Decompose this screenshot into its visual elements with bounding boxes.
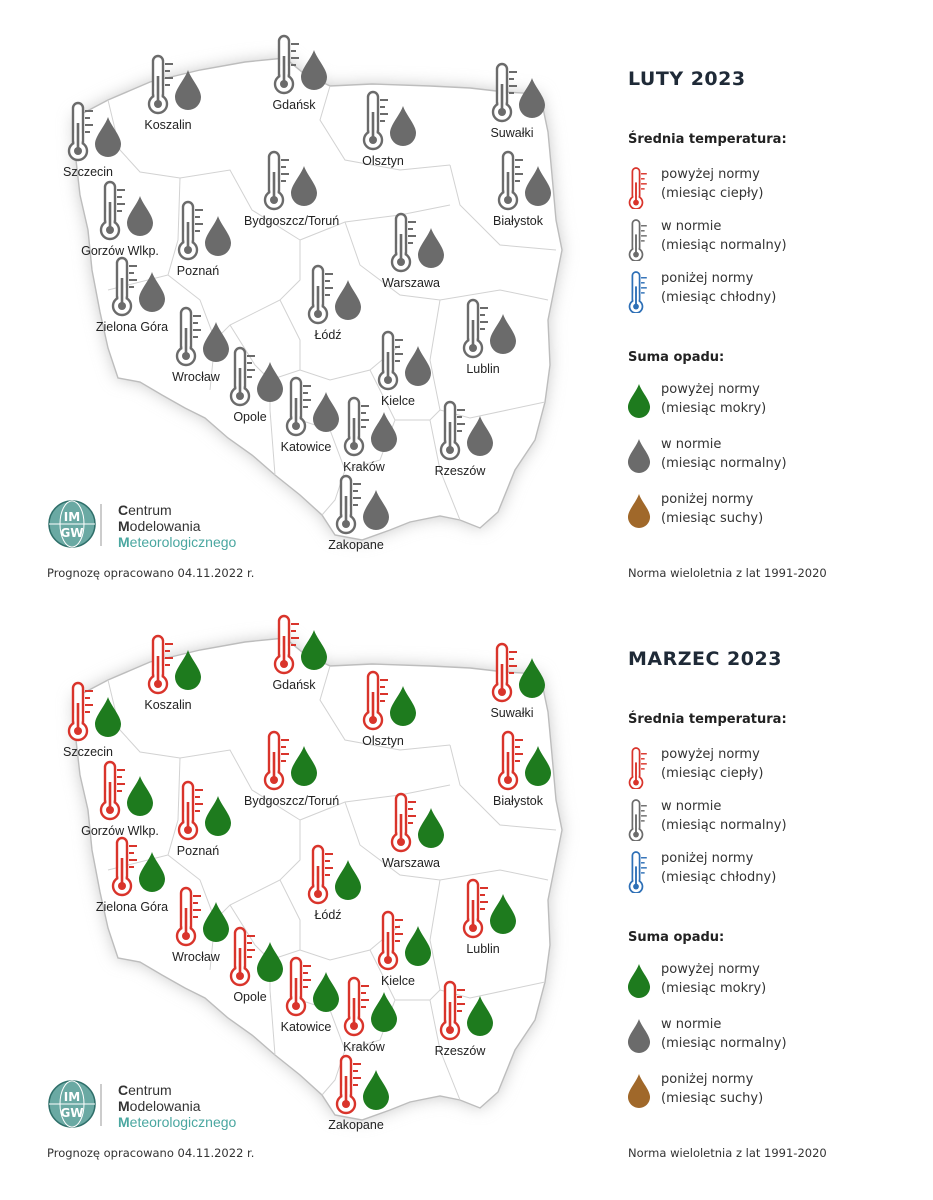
precipitation-heading: Suma opadu: — [628, 930, 725, 945]
city-label: Olsztyn — [362, 734, 404, 748]
raindrop-icon — [628, 1074, 650, 1108]
legend-sublabel: (miesiąc normalny) — [661, 818, 787, 833]
city-label: Gorzów Wlkp. — [81, 824, 159, 838]
city-label: Bydgoszcz/Toruń — [244, 794, 340, 808]
city-label: Łódź — [314, 328, 342, 342]
legend-sublabel: (miesiąc chłodny) — [661, 870, 777, 885]
legend-label: powyżej normy — [661, 167, 760, 182]
city-label: Bydgoszcz/Toruń — [244, 214, 340, 228]
raindrop-icon — [628, 494, 650, 528]
legend-sublabel: (miesiąc normalny) — [661, 238, 787, 253]
legend-sublabel: (miesiąc ciepły) — [661, 186, 764, 201]
logo-wordmark: Centrum Modelowania Meteorologicznego — [118, 502, 237, 550]
temperature-heading: Średnia temperatura: — [628, 132, 787, 147]
legend-sublabel: (miesiąc chłodny) — [661, 290, 777, 305]
city-label: Warszawa — [382, 276, 440, 290]
logo-badge-bottom: GW — [60, 526, 84, 540]
poland-map — [0, 580, 600, 1160]
legend-label: powyżej normy — [661, 962, 760, 977]
logo-wordmark: Centrum Modelowania Meteorologicznego — [118, 1082, 237, 1130]
city-label: Zakopane — [328, 538, 384, 552]
city-label: Poznań — [176, 844, 220, 858]
city-label: Koszalin — [144, 118, 192, 132]
city-label: Lublin — [466, 362, 500, 376]
city-label: Rzeszów — [434, 1044, 486, 1058]
city-label: Zielona Góra — [95, 900, 169, 914]
city-label: Suwałki — [490, 706, 534, 720]
city-label: Lublin — [466, 942, 500, 956]
city-label: Opole — [233, 990, 267, 1004]
city-label: Kraków — [343, 1040, 385, 1054]
month-title: LUTY 2023 — [628, 68, 746, 90]
city-label: Koszalin — [144, 698, 192, 712]
city-label: Białystok — [492, 794, 544, 808]
city-label: Warszawa — [382, 856, 440, 870]
city-label: Szczecin — [62, 165, 114, 179]
thermometer-icon — [630, 852, 647, 893]
thermometer-icon — [630, 272, 647, 313]
city-label: Wrocław — [172, 370, 220, 384]
imgw-globe-icon — [49, 501, 95, 547]
city-label: Rzeszów — [434, 464, 486, 478]
city-label: Katowice — [280, 440, 332, 454]
legend-label: poniżej normy — [661, 271, 754, 286]
legend-sublabel: (miesiąc normalny) — [661, 1036, 787, 1051]
logo-badge-top: IM — [63, 510, 81, 524]
city-label: Kielce — [380, 394, 416, 408]
imgw-globe-icon — [49, 1081, 95, 1127]
raindrop-icon — [519, 658, 545, 698]
raindrop-icon — [628, 384, 650, 418]
city-label: Gdańsk — [272, 98, 316, 112]
forecast-date-note: Prognozę opracowano 04.11.2022 r. — [47, 566, 255, 580]
thermometer-icon — [630, 168, 647, 209]
city-label: Poznań — [176, 264, 220, 278]
thermometer-icon — [630, 748, 647, 789]
raindrop-icon — [301, 630, 327, 670]
city-label: Szczecin — [62, 745, 114, 759]
legend-sublabel: (miesiąc ciepły) — [661, 766, 764, 781]
poland-map — [0, 0, 600, 580]
thermometer-icon — [630, 800, 647, 841]
city-label: Zakopane — [328, 1118, 384, 1132]
legend-sublabel: (miesiąc suchy) — [661, 1091, 764, 1106]
raindrop-icon — [628, 1019, 650, 1053]
raindrop-icon — [519, 78, 545, 118]
legend-sublabel: (miesiąc mokry) — [661, 981, 767, 996]
forecast-date-note: Prognozę opracowano 04.11.2022 r. — [47, 1146, 255, 1160]
thermometer-icon — [630, 220, 647, 261]
temperature-heading: Średnia temperatura: — [628, 712, 787, 727]
legend-label: w normie — [661, 1017, 722, 1032]
city-label: Suwałki — [490, 126, 534, 140]
city-label: Kielce — [380, 974, 416, 988]
logo-badge-top: IM — [63, 1090, 81, 1104]
legend-sublabel: (miesiąc normalny) — [661, 456, 787, 471]
legend-label: poniżej normy — [661, 851, 754, 866]
legend-label: powyżej normy — [661, 382, 760, 397]
city-label: Opole — [233, 410, 267, 424]
legend-label: w normie — [661, 437, 722, 452]
city-label: Olsztyn — [362, 154, 404, 168]
legend-sublabel: (miesiąc suchy) — [661, 511, 764, 526]
imgw-logo — [46, 1080, 237, 1134]
city-label: Wrocław — [172, 950, 220, 964]
raindrop-icon — [628, 439, 650, 473]
city-label: Gorzów Wlkp. — [81, 244, 159, 258]
imgw-logo — [46, 500, 237, 554]
legend-sublabel: (miesiąc mokry) — [661, 401, 767, 416]
city-label: Białystok — [492, 214, 544, 228]
city-label: Łódź — [314, 908, 342, 922]
city-label: Katowice — [280, 1020, 332, 1034]
city-label: Gdańsk — [272, 678, 316, 692]
forecast-panel-february — [0, 0, 933, 580]
legend-label: w normie — [661, 799, 722, 814]
legend-label: poniżej normy — [661, 492, 754, 507]
city-label: Zielona Góra — [95, 320, 169, 334]
norm-period-note: Norma wieloletnia z lat 1991-2020 — [628, 566, 827, 580]
legend-label: powyżej normy — [661, 747, 760, 762]
norm-period-note: Norma wieloletnia z lat 1991-2020 — [628, 1146, 827, 1160]
precipitation-heading: Suma opadu: — [628, 350, 725, 365]
logo-badge-bottom: GW — [60, 1106, 84, 1120]
raindrop-icon — [628, 964, 650, 998]
legend-label: w normie — [661, 219, 722, 234]
month-title: MARZEC 2023 — [628, 648, 782, 670]
forecast-panel-march — [0, 580, 933, 1160]
legend-label: poniżej normy — [661, 1072, 754, 1087]
city-label: Kraków — [343, 460, 385, 474]
raindrop-icon — [301, 50, 327, 90]
